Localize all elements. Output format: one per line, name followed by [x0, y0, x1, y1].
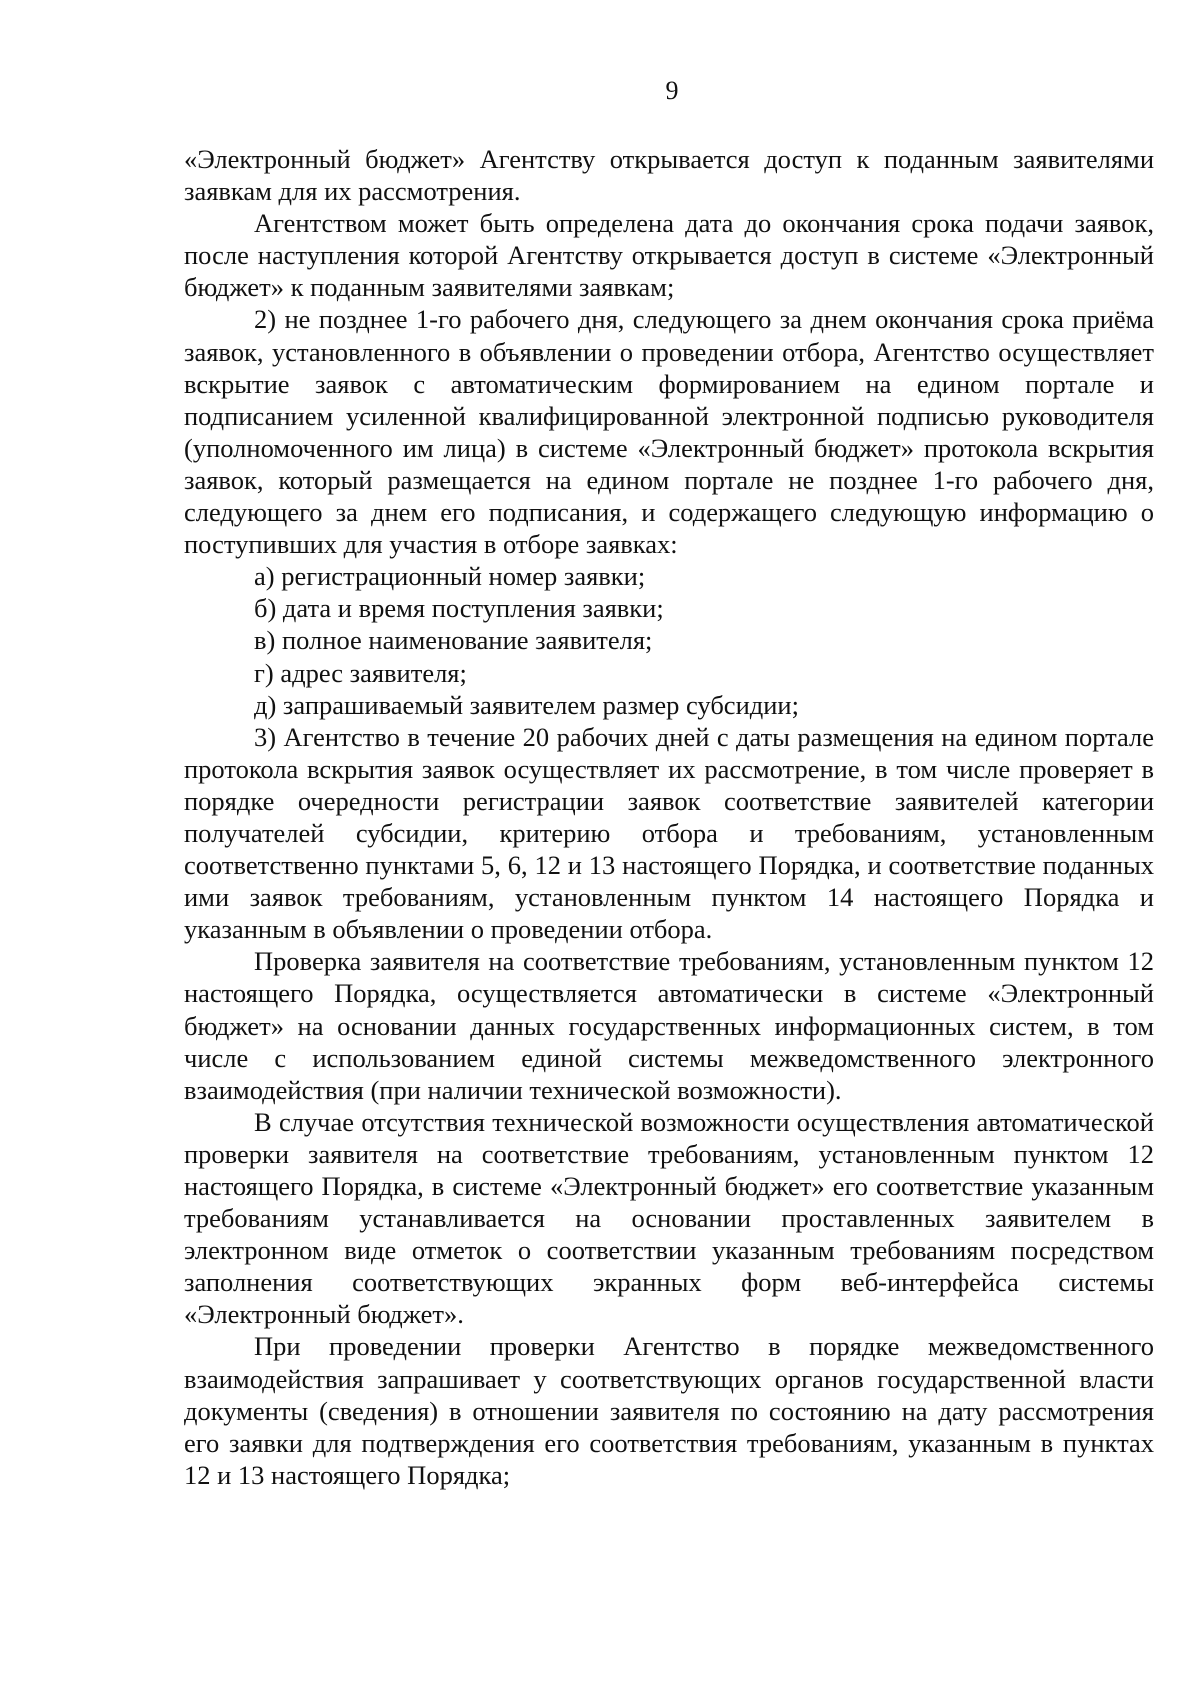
paragraph: Проверка заявителя на соответствие требованиям, установленным пунктом 12 настоящего Порядка, осуществляется автоматически в системе «Электронный бюджет» на основании данных государственных информационных систем, в том числе с использованием единой системы межведомственного электронного взаимодействия (при наличии технической возможности).	[184, 946, 1154, 1105]
paragraph: «Электронный бюджет» Агентству открывается доступ к поданным заявителями заявкам для их рассмотрения.	[184, 144, 1154, 207]
list-item: г) адрес заявителя;	[254, 657, 467, 688]
list-item: д) запрашиваемый заявителем размер субсидии;	[254, 689, 799, 720]
page-number: 9	[665, 76, 679, 105]
list-item: б) дата и время поступления заявки;	[254, 593, 664, 624]
paragraph: В случае отсутствия технической возможности осуществления автоматической проверки заявителя на соответствие требованиям, установленным пунктом 12 настоящего Порядка, в системе «Электронный бюджет» его соответствие указанным требованиям устанавливается на основании проставленных заявителем в электронном виде отметок о соответствии указанным требованиям посредством заполнения соответствующих экранных форм веб-интерфейса системы «Электронный бюджет».	[184, 1106, 1154, 1330]
paragraph: 2) не позднее 1-го рабочего дня, следующего за днем окончания срока приёма заявок, установленного в объявлении о проведении отбора, Агентство осуществляет вскрытие заявок с автоматическим формированием на едином портале и подписанием усиленной квалифицированной электронной подписью руководителя (уполномоченного им лица) в системе «Электронный бюджет» протокола вскрытия заявок, который размещается на едином портале не позднее 1-го рабочего дня, следующего за днем его подписания, и содержащего следующую информацию о поступивших для участия в отборе заявках:	[184, 304, 1154, 560]
document-body	[184, 143, 1154, 1491]
paragraph: При проведении проверки Агентство в порядке межведомственного взаимодействия запрашивает у соответствующих органов государственной власти документы (сведения) в отношении заявителя по состоянию на дату рассмотрения его заявки для подтверждения его соответствия требованиям, указанным в пунктах 12 и 13 настоящего Порядка;	[184, 1331, 1154, 1490]
list-item: в) полное наименование заявителя;	[254, 625, 653, 656]
list-item: а) регистрационный номер заявки;	[254, 561, 646, 592]
paragraph: Агентством может быть определена дата до окончания срока подачи заявок, после наступления которой Агентству открывается доступ в системе «Электронный бюджет» к поданным заявителями заявкам;	[184, 208, 1154, 303]
paragraph: 3) Агентство в течение 20 рабочих дней с даты размещения на едином портале протокола вскрытия заявок осуществляет их рассмотрение, в том числе проверяет в порядке очередности регистрации заявок соответствие заявителей категории получателей субсидии, критерию отбора и требованиям, установленным соответственно пунктами 5, 6, 12 и 13 настоящего Порядка, и соответствие поданных ими заявок требованиям, установленным пунктом 14 настоящего Порядка и указанным в объявлении о проведении отбора.	[184, 721, 1154, 945]
